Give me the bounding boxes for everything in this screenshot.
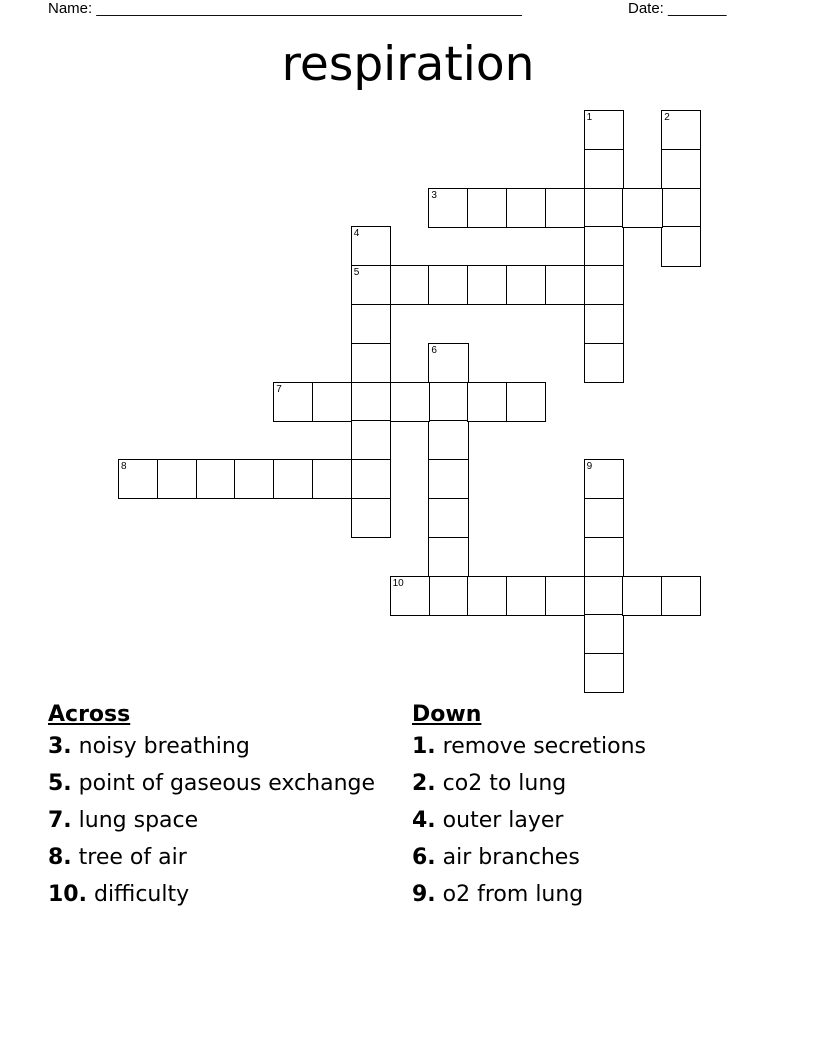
grid-cell[interactable] <box>584 265 624 305</box>
grid-cell[interactable] <box>661 110 701 150</box>
cell-number: 2 <box>664 112 670 123</box>
grid-cell[interactable] <box>428 382 468 422</box>
clue-text: air branches <box>442 845 580 870</box>
clue-text: outer layer <box>442 808 564 833</box>
grid-cell[interactable] <box>390 382 430 422</box>
clue-number: 4. <box>412 808 436 833</box>
clue-number: 8. <box>48 845 72 870</box>
across-clue-7 <box>48 808 378 834</box>
grid-cell[interactable] <box>467 188 507 228</box>
clue-number: 5. <box>48 771 72 796</box>
grid-cell[interactable] <box>428 265 468 305</box>
grid-cell[interactable] <box>622 188 662 228</box>
grid-cell[interactable] <box>584 459 624 499</box>
grid-cell[interactable] <box>390 265 430 305</box>
name-label: Name: ___________________________________________________ <box>48 0 522 17</box>
clue-number: 9. <box>412 882 436 907</box>
grid-cell[interactable] <box>506 188 546 228</box>
clue-number: 2. <box>412 771 436 796</box>
across-clue-8 <box>48 845 378 871</box>
grid-cell[interactable] <box>584 188 624 228</box>
clue-text: lung space <box>78 808 199 833</box>
down-clue-6 <box>412 845 772 871</box>
grid-cell[interactable] <box>234 459 274 499</box>
grid-cell[interactable] <box>661 149 701 189</box>
grid-cell[interactable] <box>467 576 507 616</box>
grid-cell[interactable] <box>545 188 585 228</box>
grid-cell[interactable] <box>351 265 391 305</box>
down-clue-4 <box>412 808 772 834</box>
grid-cell[interactable] <box>467 382 507 422</box>
across-clues <box>48 700 378 919</box>
grid-cell[interactable] <box>584 653 624 693</box>
grid-cell[interactable] <box>273 459 313 499</box>
grid-cell[interactable] <box>467 265 507 305</box>
grid-cell[interactable] <box>584 304 624 344</box>
cell-number: 1 <box>586 112 593 123</box>
down-clues <box>412 700 772 919</box>
clue-text: o2 from lung <box>442 882 584 907</box>
grid-cell[interactable] <box>312 382 352 422</box>
grid-cell[interactable] <box>312 459 352 499</box>
cell-number: 3 <box>431 189 437 201</box>
grid-cell[interactable] <box>351 498 391 538</box>
grid-cell[interactable] <box>118 459 158 499</box>
grid-cell[interactable] <box>351 343 391 383</box>
grid-cell[interactable] <box>584 576 624 616</box>
across-clue-10 <box>48 882 378 908</box>
down-clue-2 <box>412 771 772 797</box>
clue-text: co2 to lung <box>442 771 567 796</box>
clue-text: point of gaseous exchange <box>78 771 376 796</box>
grid-cell[interactable] <box>428 576 468 616</box>
clue-number: 6. <box>412 845 436 870</box>
grid-cell[interactable] <box>584 537 624 577</box>
cell-number: 8 <box>121 461 127 473</box>
across-clue-5 <box>48 771 378 797</box>
grid-cell[interactable] <box>506 382 546 422</box>
cell-number: 10 <box>392 577 404 589</box>
clue-text: tree of air <box>78 845 187 870</box>
grid-cell[interactable] <box>506 265 546 305</box>
grid-cell[interactable] <box>428 420 468 460</box>
grid-cell[interactable] <box>428 537 468 577</box>
down-heading: Down <box>412 702 482 727</box>
grid-cell[interactable] <box>351 459 391 499</box>
grid-cell[interactable] <box>351 304 391 344</box>
clue-text: noisy breathing <box>78 734 250 759</box>
grid-cell[interactable] <box>584 614 624 654</box>
grid-cell[interactable] <box>428 343 468 383</box>
grid-cell[interactable] <box>428 498 468 538</box>
grid-cell[interactable] <box>157 459 197 499</box>
cell-number: 4 <box>353 228 360 240</box>
cell-number: 5 <box>353 267 360 279</box>
down-clue-9 <box>412 882 772 908</box>
grid-cell[interactable] <box>622 576 662 616</box>
across-clue-3 <box>48 734 378 760</box>
across-heading: Across <box>48 702 131 727</box>
clue-number: 3. <box>48 734 72 759</box>
clue-text: remove secretions <box>442 734 646 759</box>
down-clue-1 <box>412 734 772 760</box>
grid-cell[interactable] <box>545 576 585 616</box>
grid-cell[interactable] <box>584 110 624 150</box>
clue-text: difficulty <box>93 882 190 907</box>
cell-number: 6 <box>431 344 437 356</box>
grid-cell[interactable] <box>661 226 701 266</box>
grid-cell[interactable] <box>661 576 701 616</box>
grid-cell[interactable] <box>506 576 546 616</box>
grid-cell[interactable] <box>351 226 391 266</box>
grid-cell[interactable] <box>584 226 624 266</box>
clue-number: 7. <box>48 808 72 833</box>
grid-cell[interactable] <box>545 265 585 305</box>
cell-number: 7 <box>276 383 282 395</box>
clue-number: 10. <box>48 882 87 907</box>
grid-cell[interactable] <box>584 343 624 383</box>
grid-cell[interactable] <box>390 576 430 616</box>
grid-cell[interactable] <box>196 459 236 499</box>
grid-cell[interactable] <box>428 188 468 228</box>
date-label: Date: _______ <box>628 0 727 17</box>
grid-cell[interactable] <box>661 188 701 228</box>
puzzle-title: respiration <box>281 37 535 92</box>
grid-cell[interactable] <box>351 382 391 422</box>
clue-number: 1. <box>412 734 436 759</box>
grid-cell[interactable] <box>584 149 624 189</box>
grid-cell[interactable] <box>428 459 468 499</box>
grid-cell[interactable] <box>351 420 391 460</box>
cell-number: 9 <box>586 461 593 473</box>
grid-cell[interactable] <box>273 382 313 422</box>
grid-cell[interactable] <box>584 498 624 538</box>
